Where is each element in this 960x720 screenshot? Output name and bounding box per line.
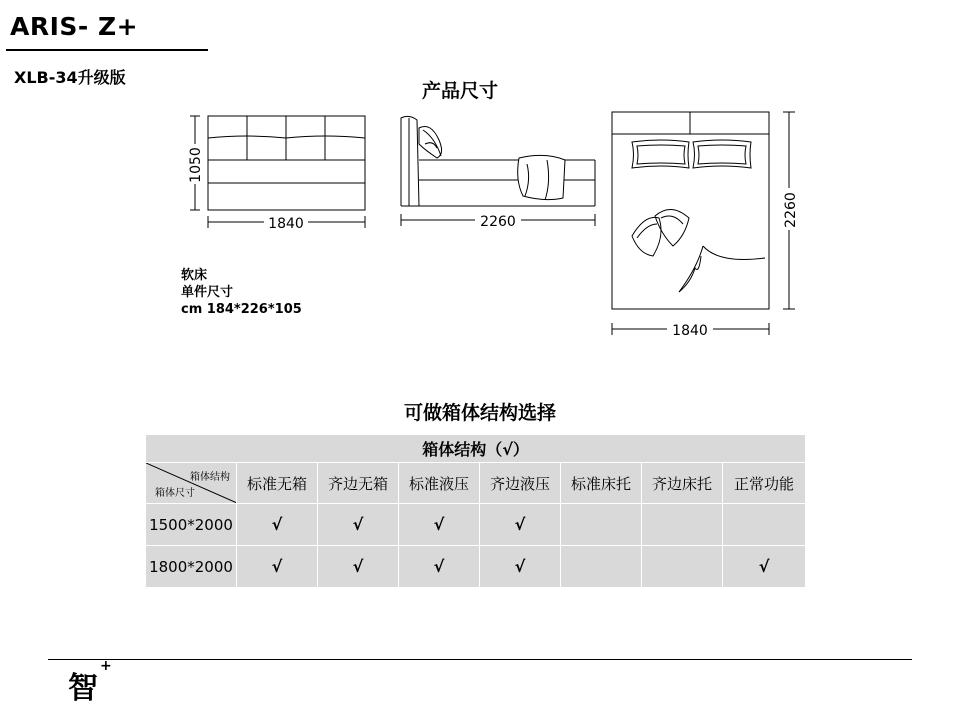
column-header: 齐边床托: [642, 463, 723, 504]
check-mark-cell: √: [399, 546, 480, 588]
check-mark-cell: [561, 546, 642, 588]
check-mark-cell: √: [480, 504, 561, 546]
column-header: 标准液压: [399, 463, 480, 504]
model-label: XLB-34升级版: [14, 68, 126, 87]
spec-note-type: 软床: [181, 268, 208, 283]
check-mark-cell: √: [318, 546, 399, 588]
check-mark-cell: [642, 504, 723, 546]
table-row: [146, 546, 806, 588]
footer-divider: [48, 659, 912, 660]
corner-label-size: 箱体尺寸: [155, 488, 195, 499]
structure-table: [145, 434, 806, 588]
product-size-title: 产品尺寸: [421, 80, 498, 102]
brand-title: ARIS- Z+: [10, 12, 139, 41]
table-corner-cell: [146, 463, 237, 504]
spec-note: [181, 267, 302, 318]
table-row: [146, 504, 806, 546]
column-header: 齐边液压: [480, 463, 561, 504]
side-view-drawing: [395, 110, 600, 235]
table-header: 箱体结构（√）: [146, 435, 806, 463]
corner-label-structure: 箱体结构: [190, 472, 230, 483]
front-width-label: 1840: [268, 216, 304, 232]
check-mark-cell: [723, 504, 806, 546]
brand-underline: [6, 49, 208, 51]
side-length-label: 2260: [480, 214, 516, 230]
column-header: 标准床托: [561, 463, 642, 504]
front-height-label: 1050: [188, 147, 204, 183]
column-header: 齐边无箱: [318, 463, 399, 504]
spec-note-dimensions: cm 184*226*105: [181, 302, 302, 317]
column-header: 标准无箱: [237, 463, 318, 504]
check-mark-cell: √: [318, 504, 399, 546]
check-mark-cell: [561, 504, 642, 546]
column-header: 正常功能: [723, 463, 806, 504]
top-view-drawing: [605, 106, 805, 338]
check-mark-cell: √: [480, 546, 561, 588]
top-width-label: 1840: [672, 323, 708, 339]
check-mark-cell: √: [237, 546, 318, 588]
top-length-label: 2260: [783, 192, 799, 228]
check-mark-cell: √: [237, 504, 318, 546]
check-mark-cell: √: [399, 504, 480, 546]
spec-note-label: 单件尺寸: [181, 285, 234, 300]
row-size-label: 1500*2000: [146, 504, 237, 546]
footer-logo: 智: [68, 671, 98, 706]
check-mark-cell: [642, 546, 723, 588]
check-mark-cell: √: [723, 546, 806, 588]
front-view-drawing: [180, 110, 380, 235]
structure-title: 可做箱体结构选择: [403, 402, 556, 424]
row-size-label: 1800*2000: [146, 546, 237, 588]
footer-logo-plus: +: [100, 658, 112, 674]
